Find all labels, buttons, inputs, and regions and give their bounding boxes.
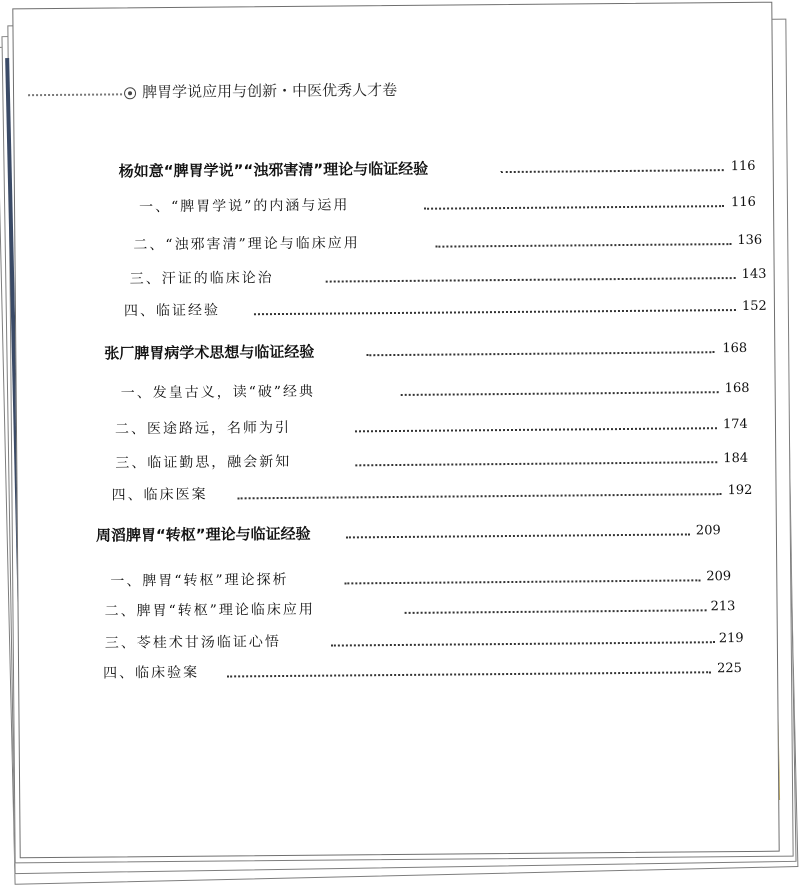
toc-section-1-4[interactable] <box>123 295 767 323</box>
dot-leader <box>344 579 700 584</box>
section-title: 三、苓桂术甘汤临证心悟 <box>104 634 281 652</box>
section-title: 一、脾胃“转枢”理论探析 <box>110 571 289 590</box>
dot-leader <box>424 205 724 210</box>
toc-section-1-2[interactable] <box>133 229 763 256</box>
toc-section-2-4[interactable] <box>111 479 761 507</box>
dot-leader <box>254 309 736 315</box>
dot-leader <box>355 427 717 432</box>
toc-chapter-2[interactable] <box>104 337 754 365</box>
page-number: 152 <box>741 298 767 314</box>
toc-section-2-3[interactable] <box>115 447 761 475</box>
page-number: 219 <box>718 630 744 647</box>
section-title: 一、“脾胃学说”的内涵与运用 <box>138 197 350 216</box>
page-number: 168 <box>722 340 748 357</box>
dot-leader <box>405 609 707 614</box>
page-number: 184 <box>723 450 749 467</box>
page-number: 174 <box>722 416 748 433</box>
running-header <box>28 82 588 109</box>
page-number: 116 <box>730 194 756 211</box>
dot-leader <box>238 493 722 499</box>
dot-leader <box>326 277 736 283</box>
section-title: 二、“浊邪害清”理论与临床应用 <box>133 235 360 254</box>
section-title: 三、汗证的临床论治 <box>129 270 274 288</box>
toc-section-1-3[interactable] <box>129 263 767 290</box>
toc-section-3-1[interactable] <box>110 565 762 593</box>
toc-section-3-4[interactable] <box>103 657 763 685</box>
page-number: 136 <box>737 232 763 249</box>
dot-leader <box>501 169 724 173</box>
page-number: 213 <box>710 599 736 615</box>
toc-chapter-3[interactable] <box>96 519 756 547</box>
section-title: 二、医途路远，名师为引 <box>114 419 292 438</box>
running-title: 脾胃学说应用与创新・中医优秀人才卷 <box>141 80 398 102</box>
section-title: 四、临床医案 <box>111 486 208 504</box>
section-title: 四、临证经验 <box>123 302 221 320</box>
section-title: 二、脾胃“转枢”理论临床应用 <box>104 601 315 620</box>
toc-section-3-3[interactable] <box>105 627 763 655</box>
dot-leader <box>435 243 731 248</box>
toc-section-3-2[interactable] <box>104 595 762 623</box>
page-number: 143 <box>741 266 767 282</box>
toc-chapter-1[interactable] <box>119 155 759 183</box>
page-number: 209 <box>706 569 732 585</box>
dot-leader <box>355 461 717 466</box>
toc-section-1-1[interactable] <box>139 191 759 218</box>
chapter-title: 杨如意“脾胃学说”“浊邪害清”理论与临证经验 <box>118 159 429 181</box>
chapter-title: 张厂脾胃病学术思想与临证经验 <box>104 342 315 363</box>
toc-section-2-1[interactable] <box>121 377 761 405</box>
toc-section-2-2[interactable] <box>115 413 761 441</box>
section-title: 三、临证勤思，融会新知 <box>115 453 292 472</box>
dot-leader <box>227 671 711 677</box>
dot-leader <box>366 351 714 356</box>
page-number: 192 <box>727 482 753 499</box>
header-dotted-rule <box>28 93 122 96</box>
toc-page <box>12 2 779 859</box>
section-title: 四、临床验案 <box>103 664 200 682</box>
section-title: 一、发皇古义，读“破”经典 <box>120 383 316 402</box>
page-number: 209 <box>695 523 721 539</box>
page-number: 168 <box>724 380 750 397</box>
page-number: 225 <box>717 660 742 677</box>
dot-leader <box>346 533 690 538</box>
dot-leader <box>331 641 715 646</box>
chapter-title: 周滔脾胃“转枢”理论与临证经验 <box>95 524 311 545</box>
page-number: 116 <box>730 158 756 175</box>
header-bullet-icon <box>124 87 136 99</box>
dot-leader <box>401 391 719 396</box>
